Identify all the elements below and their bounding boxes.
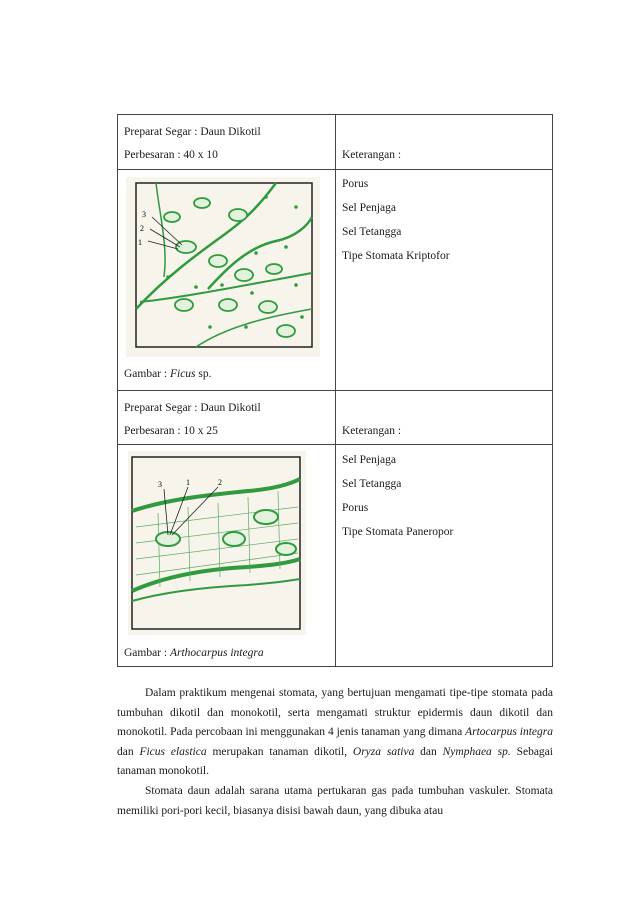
keterangan-item: Porus bbox=[342, 178, 369, 190]
ficus-drawing bbox=[126, 177, 320, 357]
drawing-label-3: 3 bbox=[158, 480, 162, 489]
column-divider bbox=[335, 115, 336, 666]
keterangan-item: Sel Penjaga bbox=[342, 202, 396, 214]
drawing-label-2: 2 bbox=[140, 224, 144, 233]
keterangan-item: Sel Tetangga bbox=[342, 226, 402, 238]
perbesaran-label-1: Perbesaran : 40 x 10 bbox=[124, 149, 218, 161]
drawing-label-1: 1 bbox=[138, 238, 142, 247]
keterangan-label-2: Keterangan : bbox=[342, 425, 402, 437]
caption-1: Gambar : Ficus sp. bbox=[124, 368, 212, 380]
perbesaran-label-2: Perbesaran : 10 x 25 bbox=[124, 425, 218, 437]
keterangan-label-1: Keterangan : bbox=[342, 149, 402, 161]
paragraph-2: Stomata daun adalah sarana utama pertukaran gas pada tumbuhan vaskuler. Stomata memiliki pori-pori kecil, biasanya disisi bawah daun, yang dibuka atau bbox=[117, 784, 553, 817]
ficus-stomata-sketch bbox=[126, 177, 320, 357]
arthocarpus-drawing bbox=[128, 451, 306, 635]
keterangan-item: Tipe Stomata Paneropor bbox=[342, 526, 454, 538]
keterangan-item: Tipe Stomata Kriptofor bbox=[342, 250, 450, 262]
preparat-label-1: Preparat Segar : Daun Dikotil bbox=[124, 126, 261, 138]
drawing-label-3: 3 bbox=[142, 210, 146, 219]
observation-table bbox=[117, 114, 553, 667]
caption-2: Gambar : Arthocarpus integra bbox=[124, 647, 264, 659]
keterangan-item: Porus bbox=[342, 502, 369, 514]
paragraph-1: Dalam praktikum mengenai stomata, yang bertujuan mengamati tipe-tipe stomata pada tumbuhan dikotil dan monokotil, serta mengamati struktur epidermis daun dikotil dan monokotil. Pada percobaan ini menggunakan 4 jenis tanaman yang dimana Artocarpus integra dan Ficus elastica merupakan tanaman dikotil, Oryza sativa dan Nymphaea sp. Sebagai tanaman monokotil. bbox=[117, 687, 553, 778]
preparat-label-2: Preparat Segar : Daun Dikotil bbox=[124, 402, 261, 414]
drawing-label-2: 2 bbox=[218, 478, 222, 487]
body-text bbox=[117, 684, 553, 821]
keterangan-item: Sel Penjaga bbox=[342, 454, 396, 466]
drawing-label-1: 1 bbox=[186, 478, 190, 487]
keterangan-item: Sel Tetangga bbox=[342, 478, 402, 490]
arthocarpus-stomata-sketch bbox=[128, 451, 306, 635]
